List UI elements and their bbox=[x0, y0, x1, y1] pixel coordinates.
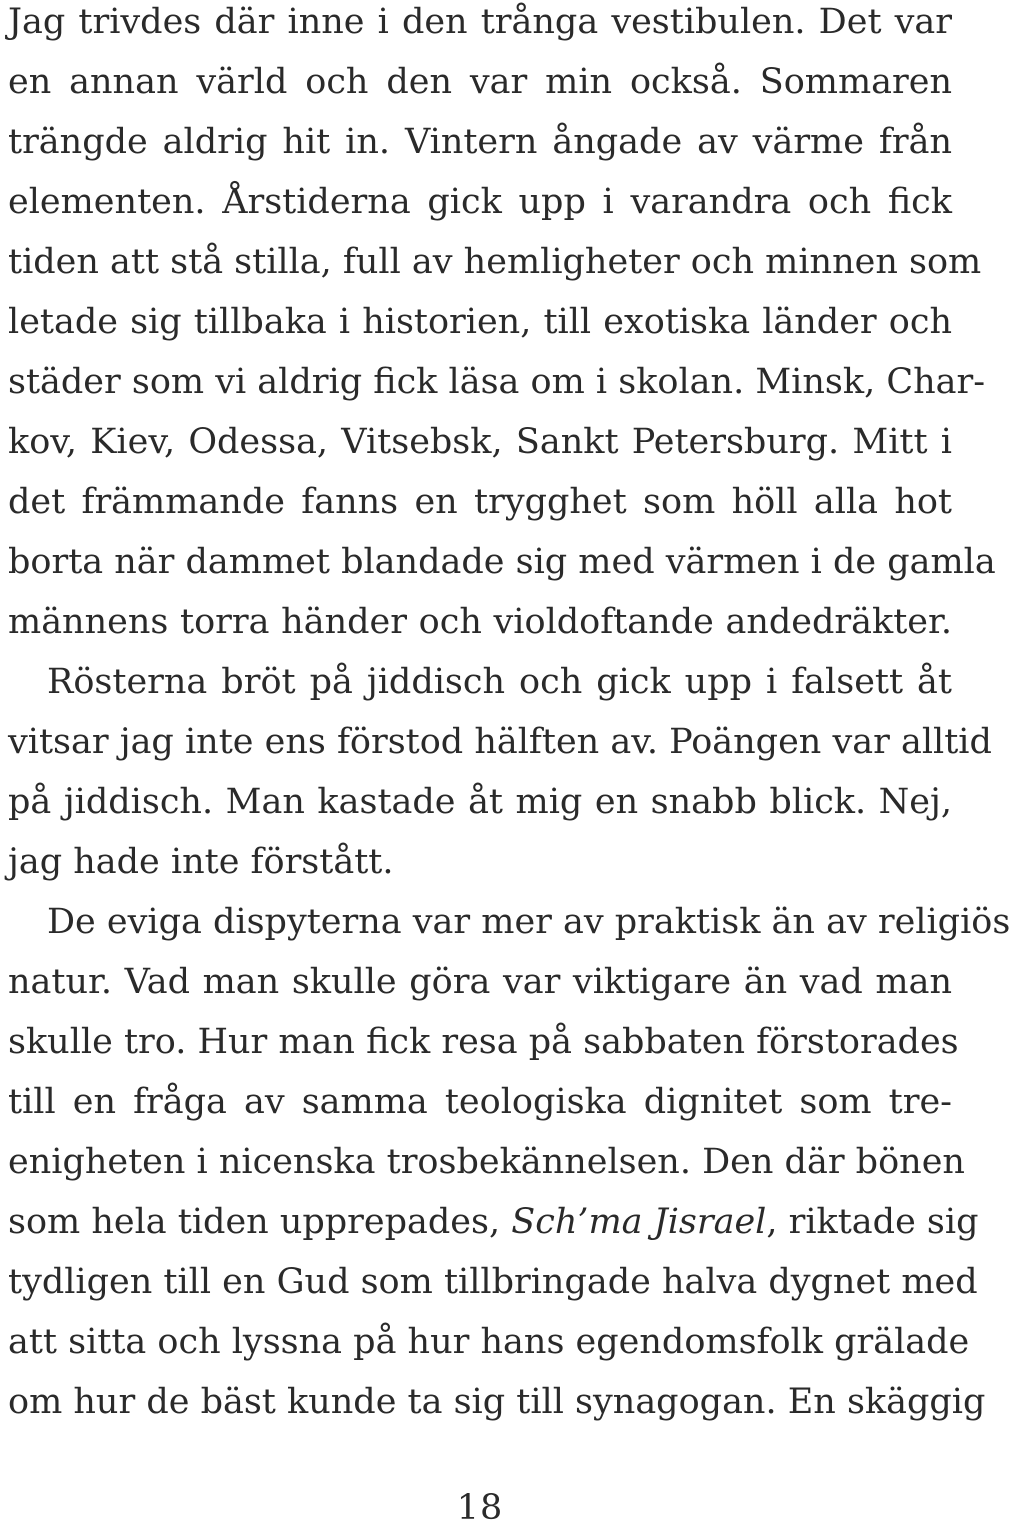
paragraph-first-line: De eviga dispyterna var mer av praktisk än av religiös bbox=[47, 902, 1010, 942]
text-line: trängde aldrig hit in. Vintern ångade av värme från bbox=[8, 122, 952, 162]
text-line: borta när dammet blandade sig med värmen i de gamla bbox=[8, 542, 996, 582]
text-line: skulle tro. Hur man fick resa på sabbaten förstorades bbox=[8, 1022, 959, 1062]
page-number: 18 bbox=[456, 1488, 504, 1528]
text-line: att sitta och lyssna på hur hans egendomsfolk grälade bbox=[8, 1322, 970, 1362]
text-line: om hur de bäst kunde ta sig till synagogan. En skäggig bbox=[8, 1382, 986, 1422]
text-line: enigheten i nicenska trosbekännelsen. Den där bönen bbox=[8, 1142, 965, 1182]
text-line: en annan värld och den var min också. Sommaren bbox=[8, 62, 952, 102]
text-line: elementen. Årstiderna gick upp i varandra och fick bbox=[8, 182, 952, 222]
text-run: , riktade sig bbox=[766, 1202, 979, 1242]
text-line-with-italic bbox=[8, 1192, 979, 1252]
text-line: städer som vi aldrig fick läsa om i skolan. Minsk, Char- bbox=[8, 362, 986, 402]
text-line: till en fråga av samma teologiska dignitet som tre- bbox=[8, 1082, 952, 1122]
text-run: som hela tiden upprepades, bbox=[8, 1202, 512, 1242]
text-line: natur. Vad man skulle göra var viktigare än vad man bbox=[8, 962, 952, 1002]
text-line: letade sig tillbaka i historien, till exotiska länder och bbox=[8, 302, 952, 342]
text-line: kov, Kiev, Odessa, Vitsebsk, Sankt Petersburg. Mitt i bbox=[8, 422, 952, 462]
text-line: på jiddisch. Man kastade åt mig en snabb blick. Nej, bbox=[8, 782, 952, 822]
paragraph-first-line: Rösterna bröt på jiddisch och gick upp i falsett åt bbox=[47, 662, 952, 702]
paragraph-last-line: jag hade inte förstått. bbox=[8, 842, 394, 882]
italic-prayer-title: Sch’ma Jisrael bbox=[511, 1202, 767, 1242]
text-line: männens torra händer och violdoftande andedräkter. bbox=[8, 602, 952, 642]
text-line: tiden att stå stilla, full av hemligheter och minnen som bbox=[8, 242, 982, 282]
text-line: vitsar jag inte ens förstod hälften av. Poängen var alltid bbox=[8, 722, 992, 762]
text-line: det främmande fanns en trygghet som höll alla hot bbox=[8, 482, 952, 522]
text-line: Jag trivdes där inne i den trånga vestibulen. Det var bbox=[8, 2, 952, 42]
body-text bbox=[8, 0, 1010, 1432]
text-line: tydligen till en Gud som tillbringade halva dygnet med bbox=[8, 1262, 978, 1302]
